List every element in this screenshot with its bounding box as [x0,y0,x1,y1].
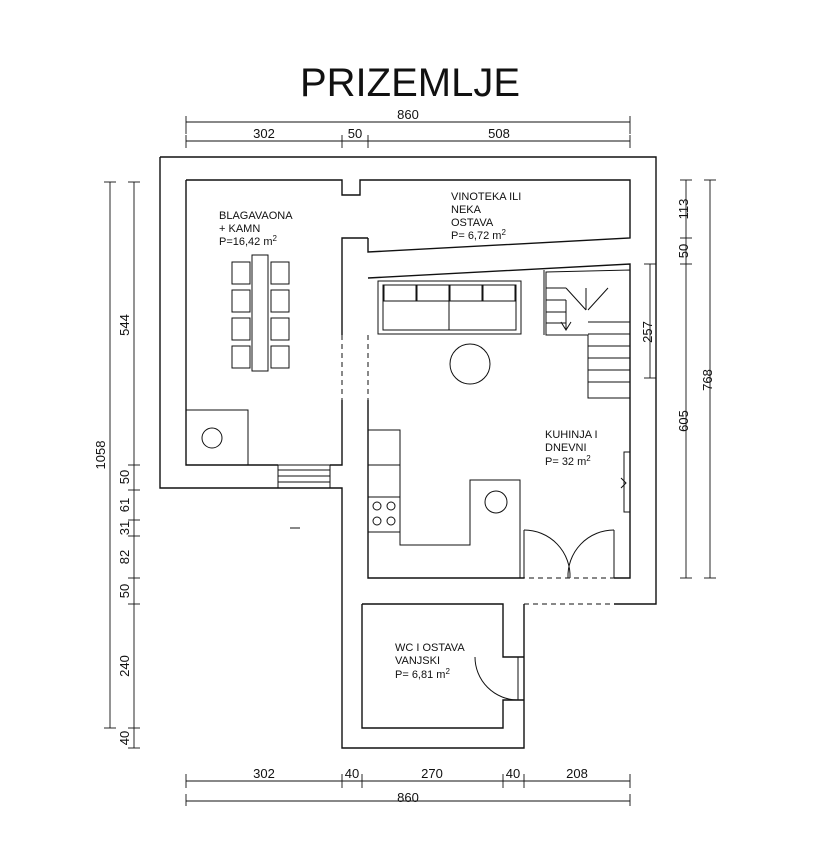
svg-text:OSTAVA: OSTAVA [451,217,494,229]
double-door [524,530,614,578]
dim-left-total: 1058 [93,440,108,470]
room-label-wc [395,642,465,681]
fireplace [186,410,248,465]
right-dimensions [640,180,716,578]
dim-left-seg-6: 50 [117,583,132,599]
dim-right-seg-1: 113 [676,198,691,220]
dim-right-seg-2: 50 [676,243,691,259]
dim-left-seg-1: 544 [117,314,132,336]
dim-right-seg-4: 605 [676,410,691,432]
dim-right-seg-3: 257 [640,321,655,343]
bottom-dimensions [186,766,630,806]
dim-top-seg-3: 508 [488,126,510,141]
dim-bottom-seg-1: 302 [253,766,275,781]
svg-text:VINOTEKA ILI: VINOTEKA ILI [451,191,522,203]
svg-text:P= 6,81 m2: P= 6,81 $m^2$ [395,667,450,681]
dim-bottom-seg-5: 208 [566,766,588,781]
dashed-openings [342,335,614,604]
dim-bottom-seg-3: 270 [421,766,443,781]
dim-right-outer: 768 [700,369,715,391]
svg-text:+ KAMN: + KAMN [219,223,261,235]
plan-title: PRIZEMLJE [299,61,521,105]
svg-text:KUHINJA I: KUHINJA I [545,429,598,441]
dim-bottom-total: 860 [397,790,419,805]
staircase [546,270,630,398]
left-dimensions [93,182,140,748]
svg-text:VANJSKI: VANJSKI [395,655,441,667]
svg-text:BLAGAVAONA: BLAGAVAONA [219,210,293,222]
svg-text:DNEVNI: DNEVNI [545,442,587,454]
room-label-wine [451,191,521,242]
sofa [378,281,521,334]
sink [485,491,507,513]
svg-text:P= 32 m2: P= 32 $m^2$ [545,454,591,468]
dim-top-total: 860 [397,107,419,122]
svg-text:NEKA: NEKA [451,204,481,216]
top-dimensions [186,107,630,148]
window-right [621,452,630,512]
entrance-steps [278,465,330,488]
coffee-table [450,344,490,384]
wc-door [475,657,518,700]
room-label-dining [219,210,293,248]
dim-left-seg-8: 40 [117,730,132,746]
dim-bottom-seg-2: 40 [344,766,360,781]
svg-text:P=16,42 m2: P=16,42 $m^2$ [219,234,277,248]
dim-top-seg-1: 302 [253,126,275,141]
dim-bottom-seg-4: 40 [505,766,521,781]
dim-left-seg-7: 240 [117,655,132,677]
kitchen-counter [368,430,520,578]
dim-left-seg-4: 31 [117,520,132,536]
svg-text:WC I OSTAVA: WC I OSTAVA [395,642,465,654]
room-label-kitchen [545,429,598,468]
dim-left-seg-3: 61 [117,497,132,513]
stove [373,502,395,525]
dim-top-seg-2: 50 [347,126,363,141]
dim-left-seg-5: 82 [117,549,132,565]
dining-table [232,255,289,371]
svg-text:P= 6,72 m2: P= 6,72 $m^2$ [451,228,506,242]
dim-left-seg-2: 50 [117,469,132,485]
